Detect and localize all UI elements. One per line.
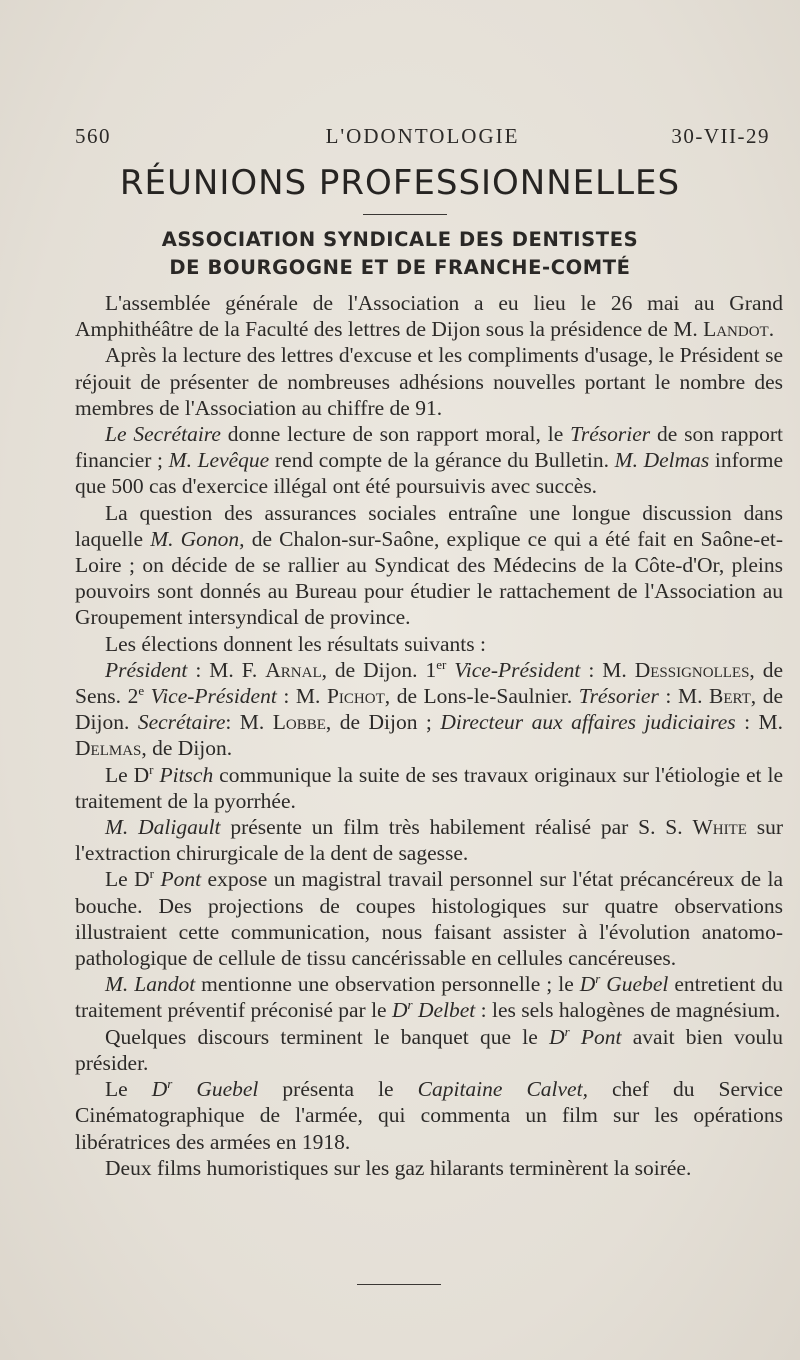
- person-name: Capitaine Calvet,: [417, 1077, 588, 1102]
- paragraph-closing: Deux films humoristiques sur les gaz hilarants terminèrent la soirée.: [105, 1155, 692, 1180]
- person-name: Pichot: [326, 684, 385, 709]
- paragraph-text: , de Dijon.: [321, 657, 426, 682]
- person-name: Guebel: [172, 1077, 259, 1102]
- paragraph-elections: Les élections donnent les résultats suivants :: [105, 631, 486, 656]
- paragraph-text: présenta le: [258, 1077, 418, 1102]
- person-name: Delbet: [412, 998, 476, 1023]
- paragraph-text: Quelques discours terminent le banquet que le: [105, 1024, 550, 1049]
- paragraph-text: : M.: [225, 710, 273, 735]
- person-name: M. Daligault: [105, 815, 221, 840]
- ordinal-suffix: er: [436, 656, 447, 672]
- person-name: M. Delmas: [614, 448, 710, 473]
- running-header: [75, 124, 770, 154]
- person-name: Pont: [569, 1024, 622, 1049]
- paragraph-text: L'assemblée générale de l'Association a eu lieu le 26 mai au Grand Amphithéâtre de la Faculté des lettres de Dijon sous la présidence de M.: [75, 291, 783, 342]
- abbrev-suffix: r: [407, 997, 413, 1013]
- paragraph-text: Le: [105, 1077, 152, 1102]
- issue-date: 30-VII-29: [671, 124, 770, 148]
- person-name: Landot: [703, 317, 769, 342]
- person-name: Dessignolles: [634, 657, 750, 682]
- paragraph-text: La question des assurances sociales entraîne une longue discussion dans laquelle: [75, 500, 783, 551]
- paragraph-text: : M.: [580, 657, 635, 682]
- page-number: 560: [75, 124, 111, 148]
- paragraph-text: , de Sens.: [75, 657, 784, 709]
- paragraph-president: Après la lecture des lettres d'excuse et les compliments d'usage, le Président se réjouit de présenter de nombreuses adhésions nouvelles portant le nombre des membres de l'Association au chiffre de 91.: [75, 343, 783, 420]
- role-label: Vice-Président: [446, 657, 581, 682]
- paragraph-text: , de Dijon ;: [325, 710, 441, 735]
- paragraph-text: , de Dijon.: [75, 684, 784, 735]
- paragraph-text: communique la suite de ses travaux originaux sur l'étiologie et le traitement de la pyorrhée.: [75, 762, 783, 813]
- person-name: Arnal: [265, 657, 322, 682]
- role-label: Directeur aux affaires judiciaires: [440, 710, 736, 735]
- paragraph-pitsch: [75, 762, 783, 814]
- paragraph-text: rend compte de la gérance du Bulletin.: [269, 448, 615, 473]
- paragraph-text: chef du Service Cinématographique de l'armée, qui commenta un film sur les opérations libératrices des armées en 1918.: [75, 1077, 783, 1154]
- person-name: M. Gonon,: [150, 526, 245, 551]
- person-name: M. Landot: [105, 972, 196, 997]
- paragraph-guebel: [75, 1076, 783, 1155]
- role-label: Secrétaire: [137, 710, 226, 735]
- person-name: M. Levêque: [168, 448, 270, 473]
- person-name: Pitsch: [153, 762, 214, 787]
- paragraph-daligault: [75, 814, 783, 866]
- paragraph-text: : M.: [735, 710, 783, 735]
- person-name: Lobbe: [272, 710, 326, 735]
- end-divider: [357, 1284, 441, 1285]
- paragraph-text: : les sels halogènes de magnésium.: [475, 998, 781, 1023]
- paragraph-text: présente un film très habilement réalisé par S. S.: [220, 815, 693, 840]
- paragraph-text: : M.: [276, 684, 327, 709]
- paragraph-insurance: [75, 500, 783, 631]
- person-name: Pont: [154, 867, 202, 892]
- person-name: Delmas: [75, 736, 142, 761]
- title-abbrev: D: [549, 1024, 565, 1049]
- paragraph-text: informe que 500 cas d'exercice illégal ont été poursuivis avec succès.: [75, 448, 783, 499]
- paragraph-officers: [75, 657, 783, 762]
- title-abbrev: D: [391, 998, 408, 1023]
- paragraph-banquet: [75, 1024, 783, 1076]
- paragraph-text: de son rapport financier ;: [75, 422, 783, 473]
- ordinal-number: 2: [127, 684, 139, 709]
- paragraph-text: expose un magistral travail personnel sur l'état précancéreux de la bouche. Des projections de coupes histologiques sur quatre observations illustraient cette communication, nous faisant assister à l'évolution anatomo-pathologique de cellule de tissu cancérissable en cellules cancéreuses.: [75, 867, 784, 971]
- paragraph-pont: [75, 866, 783, 971]
- paragraph-text: entretient du traitement préventif préconisé par le: [75, 972, 784, 1023]
- paragraph-text: de Chalon-sur-Saône, explique ce qui a été fait en Saône-et-Loire ; on décide de se rallier au Syndicat des Médecins de la Côte-d'Or, pleins pouvoirs sont donnés au Bureau pour étudier le rattachement de l'Association au Groupement intersyndical de province.: [75, 526, 784, 630]
- article-body: [75, 290, 783, 1181]
- person-name: Guebel: [600, 972, 669, 997]
- abbrev-suffix: r: [149, 866, 155, 882]
- paragraph-text: sur l'extraction chirurgicale de la dent de sagesse.: [75, 815, 783, 866]
- title-abbrev: Le D: [105, 867, 150, 892]
- article-heading-line-2: DE BOURGOGNE ET DE FRANCHE-COMTÉ: [169, 256, 631, 279]
- ordinal-number: 1: [425, 657, 437, 682]
- role-label: Trésorier: [578, 684, 659, 709]
- paragraph-text: donne lecture de son rapport moral, le: [220, 422, 571, 447]
- title-divider: [363, 214, 447, 215]
- title-abbrev: Le D: [105, 762, 150, 787]
- abbrev-suffix: r: [595, 971, 601, 987]
- role-label: Trésorier: [570, 422, 651, 447]
- article-heading-line-1: ASSOCIATION SYNDICALE DES DENTISTES: [161, 228, 639, 251]
- paragraph-text: : M.: [658, 684, 710, 709]
- title-abbrev: D: [151, 1077, 168, 1102]
- role-label: Vice-Président: [144, 684, 277, 709]
- journal-title: L'ODONTOLOGIE: [325, 124, 520, 148]
- abbrev-suffix: r: [149, 761, 154, 777]
- ordinal-suffix: e: [138, 682, 145, 698]
- role-label: Président: [105, 657, 188, 682]
- paragraph-text: .: [768, 317, 775, 342]
- paragraph-text: mentionne une observation personnelle ; le: [195, 972, 580, 997]
- paragraph-text: , de Dijon.: [141, 736, 233, 761]
- title-abbrev: D: [579, 972, 596, 997]
- abbrev-suffix: r: [167, 1075, 173, 1091]
- paragraph-text: avait bien voulu présider.: [75, 1024, 784, 1075]
- paragraph-text: : M. F.: [187, 657, 266, 682]
- person-name: White: [692, 815, 747, 840]
- paragraph-text: , de Lons-le-Saulnier.: [384, 684, 579, 709]
- role-label: Le Secrétaire: [105, 422, 221, 447]
- person-name: Bert: [709, 684, 751, 709]
- paragraph-landot: [75, 971, 783, 1023]
- abbrev-suffix: r: [564, 1023, 570, 1039]
- paragraph-assembly: [75, 290, 783, 342]
- section-title: RÉUNIONS PROFESSIONNELLES: [119, 163, 681, 203]
- paragraph-reports: [75, 421, 783, 500]
